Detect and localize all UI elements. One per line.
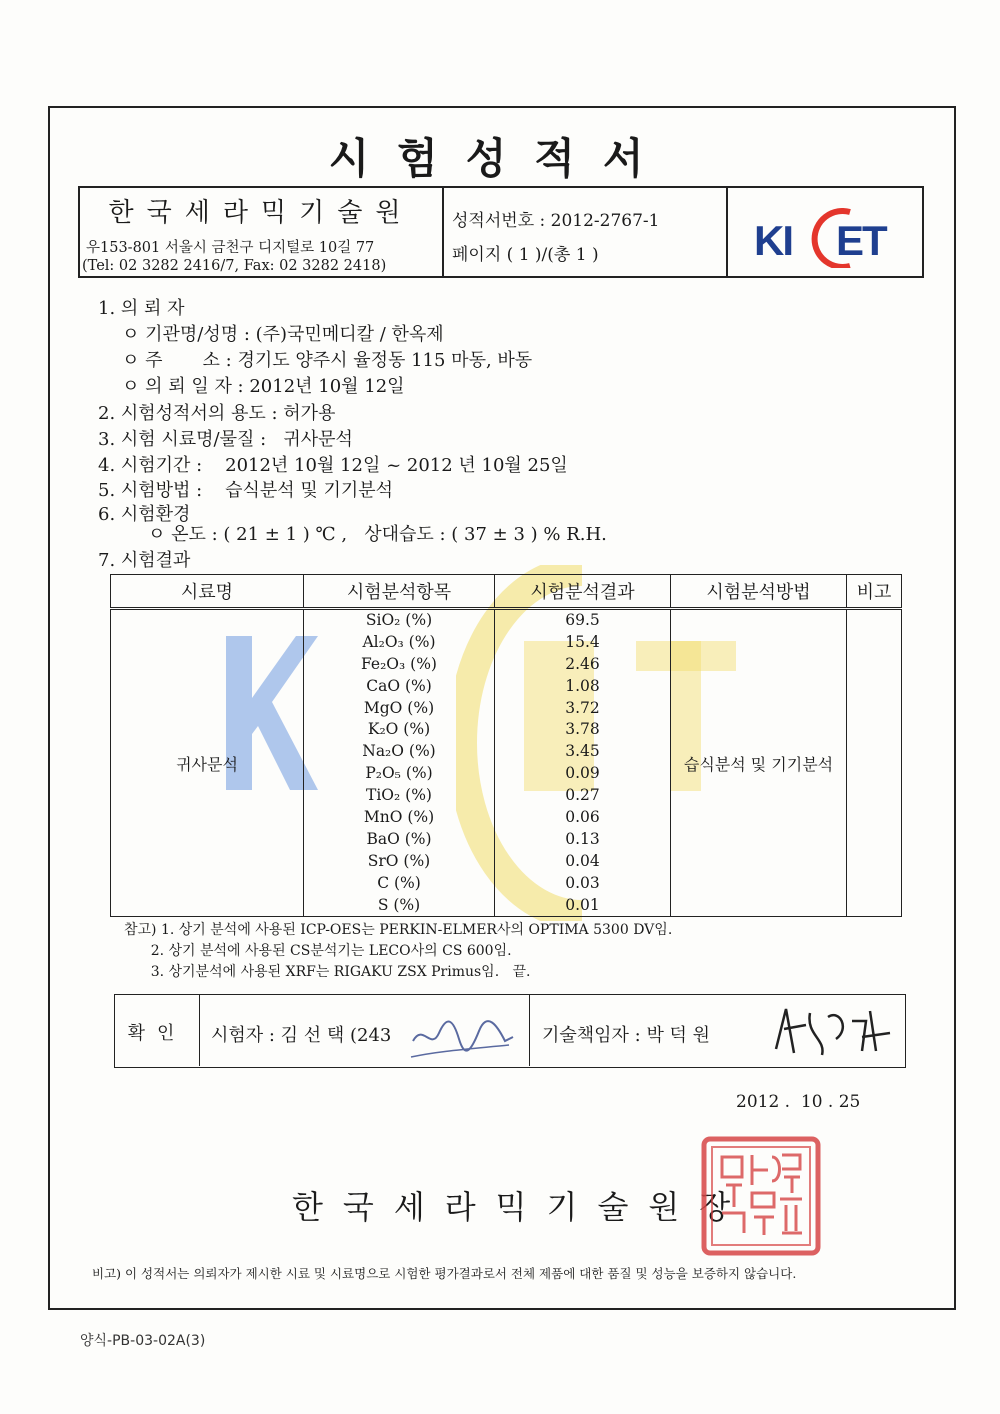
values-cell bbox=[495, 609, 671, 917]
org-cell bbox=[80, 188, 444, 276]
manager-signature bbox=[766, 999, 896, 1063]
institute-name: 한국세라믹기술원장 bbox=[292, 1188, 751, 1226]
client-org: ㅇ 기관명/성명 : (주)국민메디칼 / 한옥제 bbox=[122, 324, 444, 345]
method-cell: 습식분석 및 기기분석 bbox=[671, 609, 847, 917]
note-2: 2. 상기 분석에 사용된 CS분석기는 LECO사의 CS 600임. bbox=[124, 943, 512, 959]
test-result-value: 0.27 bbox=[565, 786, 600, 805]
test-result-value: 3.72 bbox=[565, 698, 600, 717]
test-item: C (%) bbox=[377, 873, 421, 892]
kicet-logo bbox=[754, 208, 904, 268]
test-item: TiO₂ (%) bbox=[366, 786, 432, 805]
test-result-value: 0.01 bbox=[565, 895, 600, 914]
col-test-result: 시험분석결과 bbox=[495, 575, 671, 609]
items-list bbox=[304, 610, 494, 916]
manager-name: 기술책임자 : 박 덕 원 bbox=[542, 1025, 711, 1046]
org-tel: (Tel: 02 3282 2416/7, Fax: 02 3282 2418) bbox=[82, 258, 387, 274]
document-title: 시험성적서 bbox=[328, 134, 672, 183]
tester-name: 시험자 : 김 선 택 (243 bbox=[211, 1025, 392, 1046]
test-item: MnO (%) bbox=[363, 808, 435, 827]
confirm-label: 확인 bbox=[127, 1023, 187, 1044]
report-page: 페이지 ( 1 )/(총 1 ) bbox=[452, 245, 599, 265]
section-5-method: 5. 시험방법 : 습식분석 및 기기분석 bbox=[98, 480, 394, 501]
sample-name-cell: 귀사문석 bbox=[111, 609, 304, 917]
test-item: S (%) bbox=[377, 895, 421, 914]
test-result-value: 0.03 bbox=[565, 873, 600, 892]
notes bbox=[124, 920, 672, 983]
client-address: ㅇ 주 소 : 경기도 양주시 율정동 115 마동, 바동 bbox=[122, 350, 533, 371]
test-environment: ㅇ 온도 : ( 21 ± 1 ) ℃ , 상대습도 : ( 37 ± 3 ) % R.H. bbox=[148, 524, 607, 545]
test-result-value: 69.5 bbox=[565, 611, 600, 629]
section-2-purpose: 2. 시험성적서의 용도 : 허가용 bbox=[98, 403, 336, 424]
official-seal bbox=[700, 1135, 822, 1257]
form-number: 양식-PB-03-02A(3) bbox=[80, 1333, 206, 1349]
issue-date: 2012 . 10 . 25 bbox=[736, 1092, 861, 1112]
test-item: MgO (%) bbox=[363, 698, 435, 717]
test-item: Na₂O (%) bbox=[362, 742, 436, 761]
report-info-cell bbox=[442, 188, 728, 276]
remark-cell bbox=[847, 609, 902, 917]
section-1-title: 1. 의 뢰 자 bbox=[98, 298, 185, 319]
test-result-value: 0.06 bbox=[565, 808, 600, 827]
items-cell bbox=[304, 609, 495, 917]
org-name: 한국세라믹기술원 bbox=[108, 198, 414, 228]
disclaimer-remark: 비고) 이 성적서는 의뢰자가 제시한 시료 및 시료명으로 시험한 평가결과로서 전체 제품에 대한 품질 및 성능을 보증하지 않습니다. bbox=[92, 1266, 797, 1281]
test-result-value: 2.46 bbox=[565, 654, 600, 673]
section-4-period: 4. 시험기간 : 2012년 10월 12일 ~ 2012 년 10월 25일 bbox=[98, 455, 568, 476]
test-result-value: 0.09 bbox=[565, 764, 600, 783]
test-item: K₂O (%) bbox=[367, 720, 431, 739]
col-remark: 비고 bbox=[847, 575, 902, 609]
test-item: CaO (%) bbox=[366, 676, 432, 695]
tester-cell bbox=[199, 995, 530, 1066]
confirmation-box bbox=[114, 994, 906, 1068]
col-test-item: 시험분석항목 bbox=[304, 575, 495, 609]
logo-cell bbox=[728, 188, 922, 276]
test-item: P₂O₅ (%) bbox=[365, 764, 433, 783]
test-item: BaO (%) bbox=[366, 829, 432, 848]
request-date: ㅇ 의 뢰 일 자 : 2012년 10월 12일 bbox=[122, 376, 405, 397]
test-item: SiO₂ (%) bbox=[365, 611, 433, 629]
report-number: 성적서번호 : 2012-2767-1 bbox=[452, 211, 660, 231]
manager-cell bbox=[530, 995, 904, 1066]
note-1: 참고) 1. 상기 분석에 사용된 ICP-OES는 PERKIN-ELMER사의 OPTIMA 5300 DV임. bbox=[124, 922, 673, 938]
note-3: 3. 상기분석에 사용된 XRF는 RIGAKU ZSX Primus임. 끝. bbox=[124, 964, 531, 980]
test-result-value: 3.45 bbox=[565, 742, 600, 761]
values-list bbox=[495, 610, 670, 916]
test-item: Fe₂O₃ (%) bbox=[361, 654, 437, 673]
svg-text:ET: ET bbox=[836, 217, 886, 264]
section-7-title: 7. 시험결과 bbox=[98, 550, 191, 571]
col-sample-name: 시료명 bbox=[111, 575, 304, 609]
confirm-label-cell bbox=[115, 995, 200, 1066]
test-result-value: 15.4 bbox=[565, 632, 600, 651]
header-box bbox=[78, 186, 924, 278]
org-address: 우153-801 서울시 금천구 디지털로 10길 77 bbox=[86, 240, 375, 256]
col-test-method: 시험분석방법 bbox=[671, 575, 847, 609]
svg-text:KI: KI bbox=[754, 217, 792, 264]
test-result-value: 0.13 bbox=[565, 829, 600, 848]
test-item: SrO (%) bbox=[367, 851, 431, 870]
test-result-value: 3.78 bbox=[565, 720, 600, 739]
section-6-title: 6. 시험환경 bbox=[98, 504, 191, 525]
test-item: Al₂O₃ (%) bbox=[362, 632, 436, 651]
test-result-value: 1.08 bbox=[565, 676, 600, 695]
section-3-sample: 3. 시험 시료명/물질 : 귀사문석 bbox=[98, 429, 353, 450]
tester-signature bbox=[409, 1011, 519, 1061]
test-result-value: 0.04 bbox=[565, 851, 600, 870]
results-table bbox=[110, 574, 902, 917]
